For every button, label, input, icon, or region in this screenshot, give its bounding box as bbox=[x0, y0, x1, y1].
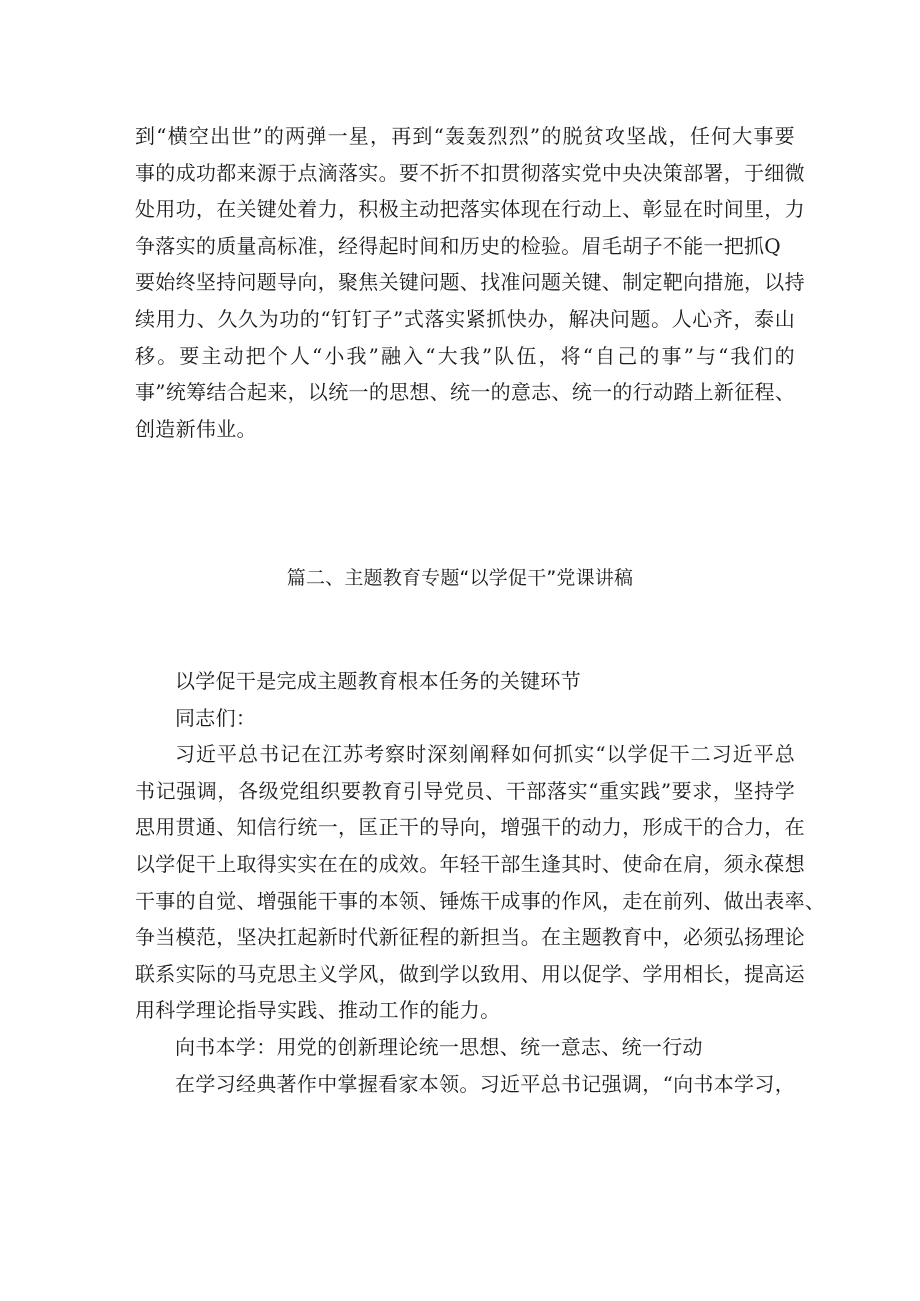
text-line: 习近平总书记在江苏考察时深刻阐释如何抓实“以学促干二习近平总 bbox=[175, 742, 795, 767]
text-line: 思用贯通、知信行统一，匡正干的导向，增强干的动力，形成干的合力，在 bbox=[135, 815, 805, 840]
text-line: 争落实的质量高标准，经得起时间和历史的检验。眉毛胡子不能一把抓Q bbox=[135, 233, 781, 258]
text-line: 续用力、久久为功的“钉钉子”式落实紧抓快办，解决问题。人心齐，泰山 bbox=[135, 306, 795, 331]
text-line: 书记强调，各级党组织要教育引导党员、干部落实“重实践”要求，坚持学 bbox=[135, 778, 795, 803]
text-line: 创造新伟业。 bbox=[135, 416, 257, 441]
text-line: 干事的自觉、增强能干事的本领、锤炼干成事的作风，走在前列、做出表率、 bbox=[135, 888, 826, 913]
greeting: 同志们： bbox=[175, 705, 257, 730]
section2-body bbox=[135, 663, 826, 1102]
subheading: 向书本学：用党的创新理论统一思想、统一意志、统一行动 bbox=[175, 1034, 703, 1059]
text-line: 处用功，在关键处着力，积极主动把落实体现在行动上、彰显在时间里，力 bbox=[135, 197, 805, 222]
text-line: 事”统筹结合起来，以统一的思想、统一的意志、统一的行动踏上新征程、 bbox=[135, 380, 796, 405]
section-heading: 篇二、主题教育专题“以学促干”党课讲稿 bbox=[286, 567, 634, 589]
subtitle: 以学促干是完成主题教育根本任务的关键环节 bbox=[175, 669, 581, 693]
text-line: 移。要主动把个人“小我”融入“大我”队伍，将“自己的事”与“我们的 bbox=[135, 343, 795, 368]
text-line: 在学习经典著作中掌握看家本领。习近平总书记强调，“向书本学习， bbox=[175, 1071, 795, 1096]
section1-paragraph bbox=[135, 118, 805, 447]
text-line: 到“横空出世”的两弹一星，再到“轰轰烈烈”的脱贫攻坚战，任何大事要 bbox=[135, 124, 795, 148]
text-line: 争当模范，坚决扛起新时代新征程的新担当。在主题教育中，必须弘扬理论 bbox=[135, 925, 805, 950]
text-line: 以学促干上取得实实在在的成效。年轻干部生逢其时、使命在肩，须永葆想 bbox=[135, 851, 805, 876]
text-line: 事的成功都来源于点滴落实。要不折不扣贯彻落实党中央决策部署，于细微 bbox=[135, 160, 805, 185]
text-line: 联系实际的马克思主义学风，做到学以致用、用以促学、学用相长，提高运 bbox=[135, 961, 805, 986]
text-line: 用科学理论指导实践、推动工作的能力。 bbox=[135, 998, 501, 1023]
text-line: 要始终坚持问题导向，聚焦关键问题、找准问题关键、制定靶向措施，以持 bbox=[135, 270, 805, 295]
